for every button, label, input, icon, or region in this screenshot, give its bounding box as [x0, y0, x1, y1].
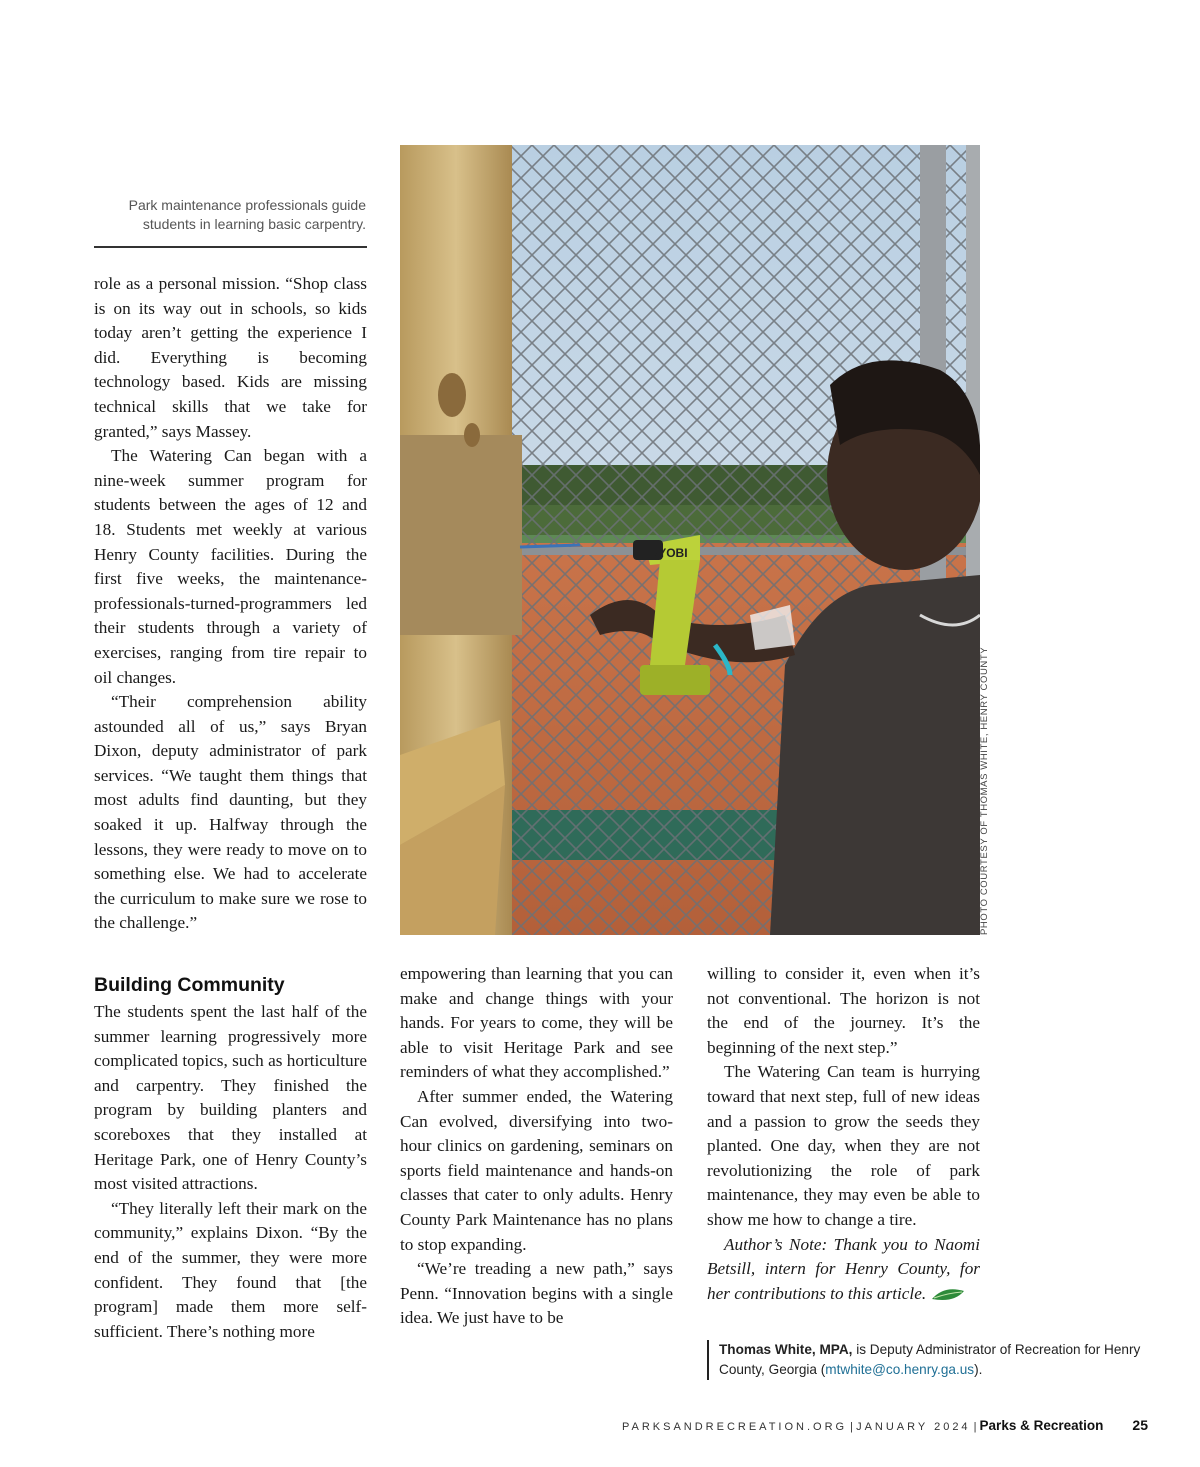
article-column-2 [400, 962, 673, 1331]
photo-illustration [400, 145, 980, 935]
page-number: 25 [1132, 1417, 1148, 1433]
section-heading: Building Community [94, 974, 285, 997]
paragraph: The students spent the last half of the summer learning progressively more complicated topics, such as horticulture and carpentry. They finished the program by building planters and scoreboxes that they installed at Heritage Park, one of Henry County’s most visited attractions. [94, 1002, 367, 1194]
article-column-3 [707, 962, 980, 1306]
article-column-1 [94, 272, 367, 1344]
article-photo [400, 145, 980, 935]
footer-separator: | [973, 1421, 977, 1433]
author-bio [707, 1340, 1149, 1380]
photo-caption [94, 196, 366, 234]
footer-site: PARKSANDRECREATION.ORG [621, 1421, 848, 1433]
footer-magazine-name: Parks & Recreation [979, 1418, 1104, 1433]
paragraph: “We’re treading a new path,” says Penn. “Innovation begins with a single idea. We just have to be [400, 1259, 673, 1328]
author-email-link[interactable]: mtwhite@co.henry.ga.us [825, 1362, 975, 1377]
paragraph: “They literally left their mark on the community,” explains Dixon. “By the end of the summer, they were more confident. They found that [the program] made them more self-sufficient. There’s nothing more [94, 1198, 367, 1341]
paragraph: After summer ended, the Watering Can evolved, diversifying into two-hour clinics on gardening, seminars on sports field maintenance and hands-on classes that cater to only adults. Henry County Park Maintenance has no plans to stop expanding. [400, 1086, 673, 1254]
caption-divider [94, 246, 367, 248]
paragraph: The Watering Can team is hurrying toward that next step, full of new ideas and a passion to grow the seeds they planted. One day, when they are not revolutionizing the role of park maintenance, they may even be able to show me how to change a tire. [707, 1062, 980, 1229]
author-bio-text: is Deputy Administrator of Recreation for Henry County, Georgia ( [719, 1342, 1141, 1377]
author-name: Thomas White, MPA, [719, 1342, 853, 1357]
paragraph: willing to consider it, even when it’s not conventional. The horizon is not the end of the journey. It’s the beginning of the next step.” [707, 964, 980, 1057]
drill-brand-label: RYOBI [650, 546, 688, 560]
authors-note-text: Author’s Note: Thank you to Naomi Betsill, intern for Henry County, for her contributions to this article. [707, 1234, 980, 1303]
paragraph: empowering than learning that you can make and change things with your hands. For years to come, they will be able to visit Heritage Park and see reminders of what they accomplished.” [400, 964, 673, 1082]
paragraph: role as a personal mission. “Shop class is on its way out in schools, so kids today aren’t getting the experience I did. Everything is becoming technology based. Kids are missing technical skills that we take for granted,” says Massey. [94, 274, 367, 441]
caption-line-2: students in learning basic carpentry. [142, 216, 366, 232]
caption-line-1: Park maintenance professionals guide [128, 197, 366, 213]
page-footer [0, 1417, 1148, 1433]
leaf-icon [930, 1287, 966, 1303]
photo-credit: PHOTO COURTESY OF THOMAS WHITE, HENRY COUNTY [979, 646, 990, 935]
author-bio-end: ). [974, 1362, 983, 1377]
footer-date: JANUARY 2024 [856, 1421, 971, 1433]
footer-separator: | [850, 1421, 854, 1433]
paragraph: “Their comprehension ability astounded all of us,” says Bryan Dixon, deputy administrator of park services. “We taught them things that most adults find daunting, but they soaked it up. Halfway through the lessons, they were ready to move on to something else. We had to accelerate the curriculum to make sure we rose to the challenge.” [94, 692, 367, 933]
paragraph: The Watering Can began with a nine-week summer program for students between the ages of 12 and 18. Students met weekly at various Henry County facilities. During the first five weeks, the maintenance-professionals-turned-programmers led their students through a variety of exercises, ranging from tire repair to oil changes. [94, 446, 367, 687]
authors-note [707, 1233, 980, 1307]
